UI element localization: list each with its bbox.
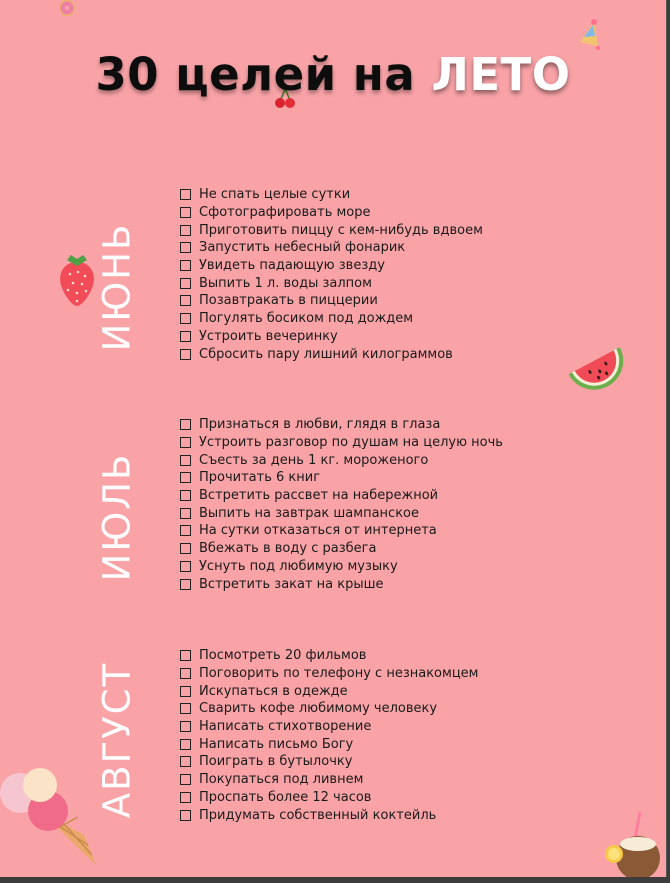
checkbox[interactable] [180, 739, 191, 750]
goal-item [180, 257, 483, 275]
checkbox[interactable] [180, 260, 191, 271]
goal-list-august [180, 647, 478, 824]
checkbox[interactable] [180, 774, 191, 785]
coconut-cocktail-icon [600, 808, 666, 877]
goal-item [180, 789, 478, 807]
goal-item [180, 540, 503, 558]
goal-item [180, 221, 483, 239]
goal-item [180, 558, 503, 576]
goal-item [180, 292, 483, 310]
goal-item [180, 204, 483, 222]
goal-item [180, 665, 478, 683]
checkbox[interactable] [180, 242, 191, 253]
party-hat-icon [576, 18, 604, 50]
checkbox[interactable] [180, 349, 191, 360]
goal-item [180, 345, 483, 363]
goal-text: Встретить закат на крыше [199, 576, 384, 592]
ice-cream-icon [0, 765, 110, 877]
donut-icon [57, 0, 77, 18]
goal-text: Устроить разговор по душам на целую ночь [199, 435, 503, 451]
goal-item [180, 504, 503, 522]
goal-text: Погулять босиком под дождем [199, 311, 414, 327]
goal-item [180, 451, 503, 469]
checkbox[interactable] [180, 508, 191, 519]
goal-text: Позавтракать в пиццерии [199, 293, 378, 309]
goal-text: Увидеть падающую звезду [199, 258, 385, 274]
checkbox[interactable] [180, 455, 191, 466]
checkbox[interactable] [180, 278, 191, 289]
goal-text: Не спать целые сутки [199, 187, 351, 203]
goal-text: Встретить рассвет на набережной [199, 488, 439, 504]
goal-item [180, 328, 483, 346]
checkbox[interactable] [180, 189, 191, 200]
checkbox[interactable] [180, 419, 191, 430]
goal-text: Признаться в любви, глядя в глаза [199, 417, 441, 433]
goal-text: Сбросить пару лишний килограммов [199, 346, 453, 362]
goal-item [180, 718, 478, 736]
goal-item [180, 469, 503, 487]
month-label-text: АВГУСТ [95, 661, 139, 819]
goal-text: Прочитать 6 книг [199, 470, 321, 486]
goal-item [180, 753, 478, 771]
goal-item [180, 735, 478, 753]
goal-text: Уснуть под любимую музыку [199, 558, 398, 574]
checkbox[interactable] [180, 525, 191, 536]
checkbox[interactable] [180, 207, 191, 218]
goal-item [180, 522, 503, 540]
goal-text: Выпить на завтрак шампанское [199, 505, 419, 521]
goal-text: Сварить кофе любимому человеку [199, 701, 438, 717]
goal-text: Поиграть в бутылочку [199, 754, 353, 770]
checkbox[interactable] [180, 437, 191, 448]
goal-item [180, 239, 483, 257]
checkbox[interactable] [180, 650, 191, 661]
checkbox[interactable] [180, 721, 191, 732]
checkbox[interactable] [180, 703, 191, 714]
checkbox[interactable] [180, 561, 191, 572]
checkbox[interactable] [180, 756, 191, 767]
goal-text: Запустить небесный фонарик [199, 240, 406, 256]
month-label-text: ИЮЛЬ [95, 452, 139, 582]
checkbox[interactable] [180, 472, 191, 483]
goal-list-june [180, 186, 483, 363]
checkbox[interactable] [180, 686, 191, 697]
month-label-text: ИЮНЬ [95, 222, 139, 352]
goal-item [180, 647, 478, 665]
goal-text: Вбежать в воду с разбега [199, 541, 377, 557]
goal-text: Посмотреть 20 фильмов [199, 648, 367, 664]
goal-text: Поговорить по телефону с незнакомцем [199, 666, 479, 682]
goal-text: Написать стихотворение [199, 719, 372, 735]
goal-item [180, 186, 483, 204]
goal-text: Выпить 1 л. воды залпом [199, 275, 372, 291]
goal-text: Съесть за день 1 кг. мороженого [199, 452, 429, 468]
goal-text: Сфотографировать море [199, 205, 371, 221]
goal-text: Придумать собственный коктейль [199, 807, 437, 823]
goal-item [180, 434, 503, 452]
checkbox[interactable] [180, 792, 191, 803]
goal-item [180, 700, 478, 718]
page-title [0, 48, 666, 101]
goal-text: Приготовить пиццу с кем-нибудь вдвоем [199, 222, 483, 238]
goal-item [180, 487, 503, 505]
checkbox[interactable] [180, 490, 191, 501]
goal-list-july [180, 416, 503, 593]
checkbox[interactable] [180, 295, 191, 306]
title-main: 30 целей на [95, 48, 416, 101]
goal-item [180, 771, 478, 789]
strawberry-icon [56, 252, 98, 308]
checkbox[interactable] [180, 579, 191, 590]
goal-text: Покупаться под ливнем [199, 772, 364, 788]
watermelon-icon [566, 338, 628, 394]
goal-text: На сутки отказаться от интернета [199, 523, 437, 539]
checkbox[interactable] [180, 810, 191, 821]
goal-text: Искупаться в одежде [199, 683, 348, 699]
goal-text: Написать письмо Богу [199, 736, 354, 752]
title-highlight: ЛЕТО [431, 48, 571, 101]
checkbox[interactable] [180, 313, 191, 324]
goal-item [180, 310, 483, 328]
goal-item [180, 416, 503, 434]
goal-item [180, 575, 503, 593]
goal-item [180, 682, 478, 700]
checkbox[interactable] [180, 225, 191, 236]
checkbox[interactable] [180, 543, 191, 554]
goal-item [180, 806, 478, 824]
checkbox[interactable] [180, 668, 191, 679]
goal-text: Устроить вечеринку [199, 328, 338, 344]
goal-item [180, 274, 483, 292]
goal-text: Проспать более 12 часов [199, 789, 372, 805]
checkbox[interactable] [180, 331, 191, 342]
